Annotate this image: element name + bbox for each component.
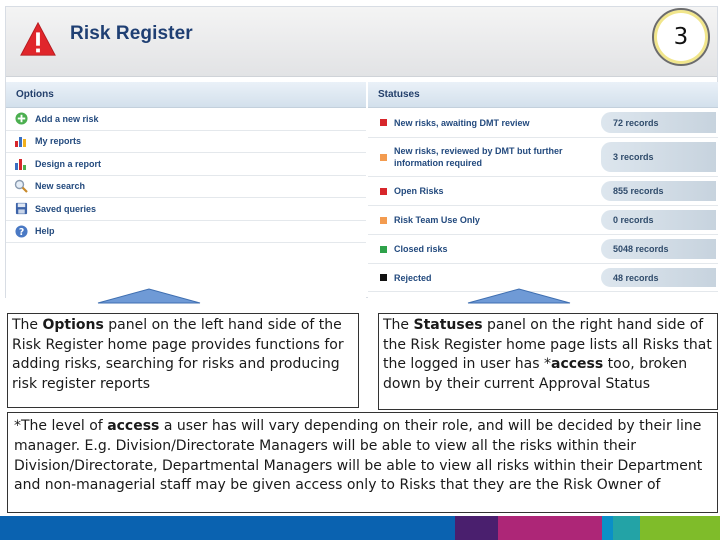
status-label: New risks, reviewed by DMT but further information required	[394, 146, 563, 168]
bold-term: access	[551, 356, 604, 372]
bold-term: Statuses	[413, 317, 483, 333]
status-color-square	[380, 119, 387, 126]
text: The	[12, 317, 43, 333]
status-count: 0 records	[601, 210, 716, 230]
footer-color-bar	[0, 516, 720, 540]
options-heading: Options	[6, 82, 366, 108]
status-color-square	[380, 217, 387, 224]
status-color-square	[380, 274, 387, 281]
status-color-square	[380, 154, 387, 161]
text: too, broken down by their current Approval Status	[383, 356, 688, 392]
footer-segment	[640, 516, 720, 540]
app-title: Risk Register	[70, 23, 193, 44]
status-label: Risk Team Use Only	[394, 215, 480, 225]
status-label: Closed risks	[394, 244, 448, 254]
svg-text:?: ?	[18, 226, 24, 238]
option-saved-queries[interactable]	[6, 198, 366, 221]
statuses-heading: Statuses	[368, 82, 718, 108]
footer-segment	[455, 516, 498, 540]
status-row[interactable]	[368, 138, 718, 177]
page-number-badge: 3	[652, 8, 710, 66]
app-header	[6, 7, 717, 77]
warning-icon	[19, 21, 57, 59]
text: a user has will vary depending on their role, and will be decided by their line manager. E.g. Division/Directorate Managers will be able to view all the risks within their Division/Directorate, Departmental Managers will be able to view all risks within their Department and non-managerial staff may be given access only to Risks that they are the Risk Owner of	[14, 418, 703, 494]
status-color-square	[380, 246, 387, 253]
text: panel on the left hand side of the Risk Register home page provides functions for adding risks, searching for risks and producing risk register reports	[12, 317, 344, 392]
up-arrow-icon	[97, 288, 201, 304]
option-add-new-risk[interactable]	[6, 108, 366, 131]
status-count: 855 records	[601, 181, 716, 201]
help-icon	[14, 224, 28, 238]
bar-chart-icon	[14, 134, 28, 148]
footer-segment	[602, 516, 613, 540]
status-count: 72 records	[601, 112, 716, 133]
status-label: New risks, awaiting DMT review	[394, 117, 530, 128]
options-explanation	[7, 313, 359, 408]
status-label: Open Risks	[394, 186, 444, 196]
footer-segment	[613, 516, 640, 540]
option-help[interactable]	[6, 221, 366, 244]
text: panel on the right hand side of the Risk Register home page lists all Risks that the logged in user has *	[383, 317, 712, 372]
option-label: Help	[35, 226, 55, 237]
bold-term: Options	[42, 317, 104, 333]
status-count: 48 records	[601, 268, 716, 287]
status-color-square	[380, 188, 387, 195]
status-count: 5048 records	[601, 239, 716, 259]
text: *The level of	[14, 418, 108, 434]
footer-segment	[0, 516, 455, 540]
option-label: New search	[35, 181, 86, 192]
option-new-search[interactable]	[6, 176, 366, 199]
text: The	[383, 317, 414, 333]
status-row[interactable]	[368, 108, 718, 138]
option-design-report[interactable]	[6, 153, 366, 176]
design-report-icon	[14, 157, 28, 171]
options-panel	[6, 82, 366, 298]
save-icon	[14, 202, 28, 216]
status-count: 3 records	[601, 142, 716, 172]
option-my-reports[interactable]	[6, 131, 366, 154]
footer-segment	[498, 516, 602, 540]
status-row[interactable]	[368, 235, 718, 264]
access-footnote	[7, 412, 718, 513]
status-row[interactable]	[368, 206, 718, 235]
add-icon	[14, 112, 28, 126]
option-label: My reports	[35, 136, 82, 147]
option-label: Add a new risk	[35, 113, 99, 124]
option-label: Saved queries	[35, 203, 97, 214]
risk-register-screenshot	[5, 6, 718, 298]
up-arrow-icon	[467, 288, 571, 304]
bold-term: access	[107, 418, 160, 434]
statuses-explanation	[378, 313, 718, 410]
search-icon	[14, 179, 28, 193]
statuses-panel	[368, 82, 718, 298]
status-row[interactable]	[368, 177, 718, 206]
option-label: Design a report	[35, 158, 102, 169]
status-label: Rejected	[394, 272, 432, 283]
